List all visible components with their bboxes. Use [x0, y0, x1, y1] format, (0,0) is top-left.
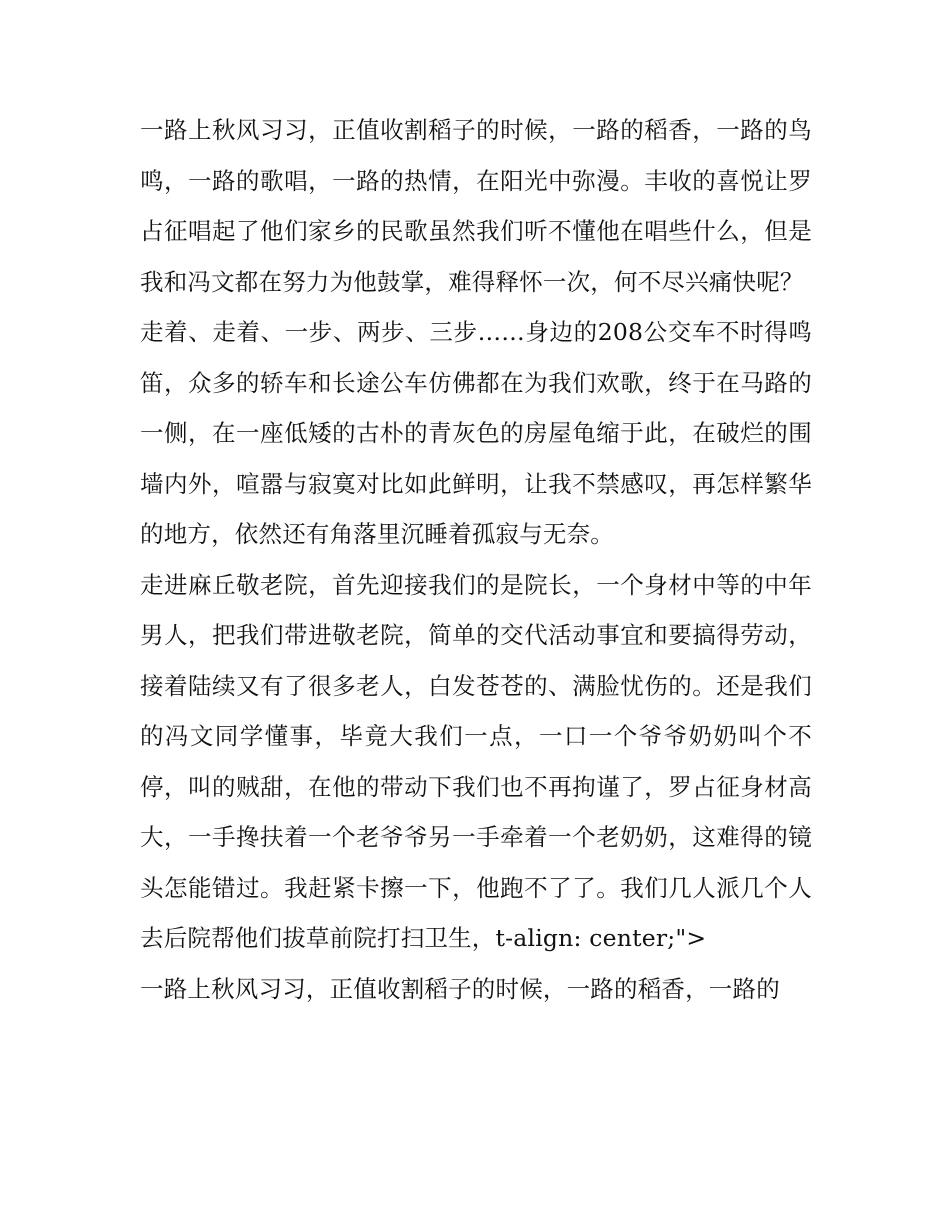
document-body: [140, 105, 812, 1014]
paragraph-4: 一路上秋风习习，正值收割稻子的时候，一路的稻香，一路的: [140, 974, 780, 1003]
paragraph-3: 走进麻丘敬老院，首先迎接我们的是院长，一个身材中等的中年男人，把我们带进敬老院，简单的交代活动事宜和要搞得劳动，接着陆续又有了很多老人，白发苍苍的、满脸忧伤的。还是我们的冯文同学懂事，毕竟大我们一点，一口一个爷爷奶奶叫个不停，叫的贼甜，在他的带动下我们也不再拘谨了，罗占征身材高大，一手搀扶着一个老爷爷另一手牵着一个老奶奶，这难得的镜头怎能错过。我赶紧卡擦一下，他跑不了了。我们几人派几个人去后院帮他们拔草前院打扫卫生，t-align: center;">: [140, 570, 812, 952]
paragraph-2: 走着、走着、一步、两步、三步……身边的208公交车不时得鸣笛，众多的轿车和长途公车仿佛都在为我们欢歌，终于在马路的一侧，在一座低矮的古朴的青灰色的房屋龟缩于此，在破烂的围墙内外，喧嚣与寂寞对比如此鲜明，让我不禁感叹，再怎样繁华的地方，依然还有角落里沉睡着孤寂与无奈。: [140, 318, 812, 548]
paragraph-1: 一路上秋风习习，正值收割稻子的时候，一路的稻香，一路的鸟鸣，一路的歌唱，一路的热情，在阳光中弥漫。丰收的喜悦让罗占征唱起了他们家乡的民歌虽然我们听不懂他在唱些什么，但是我和冯文都在努力为他鼓掌，难得释怀一次，何不尽兴痛快呢？: [140, 116, 812, 296]
